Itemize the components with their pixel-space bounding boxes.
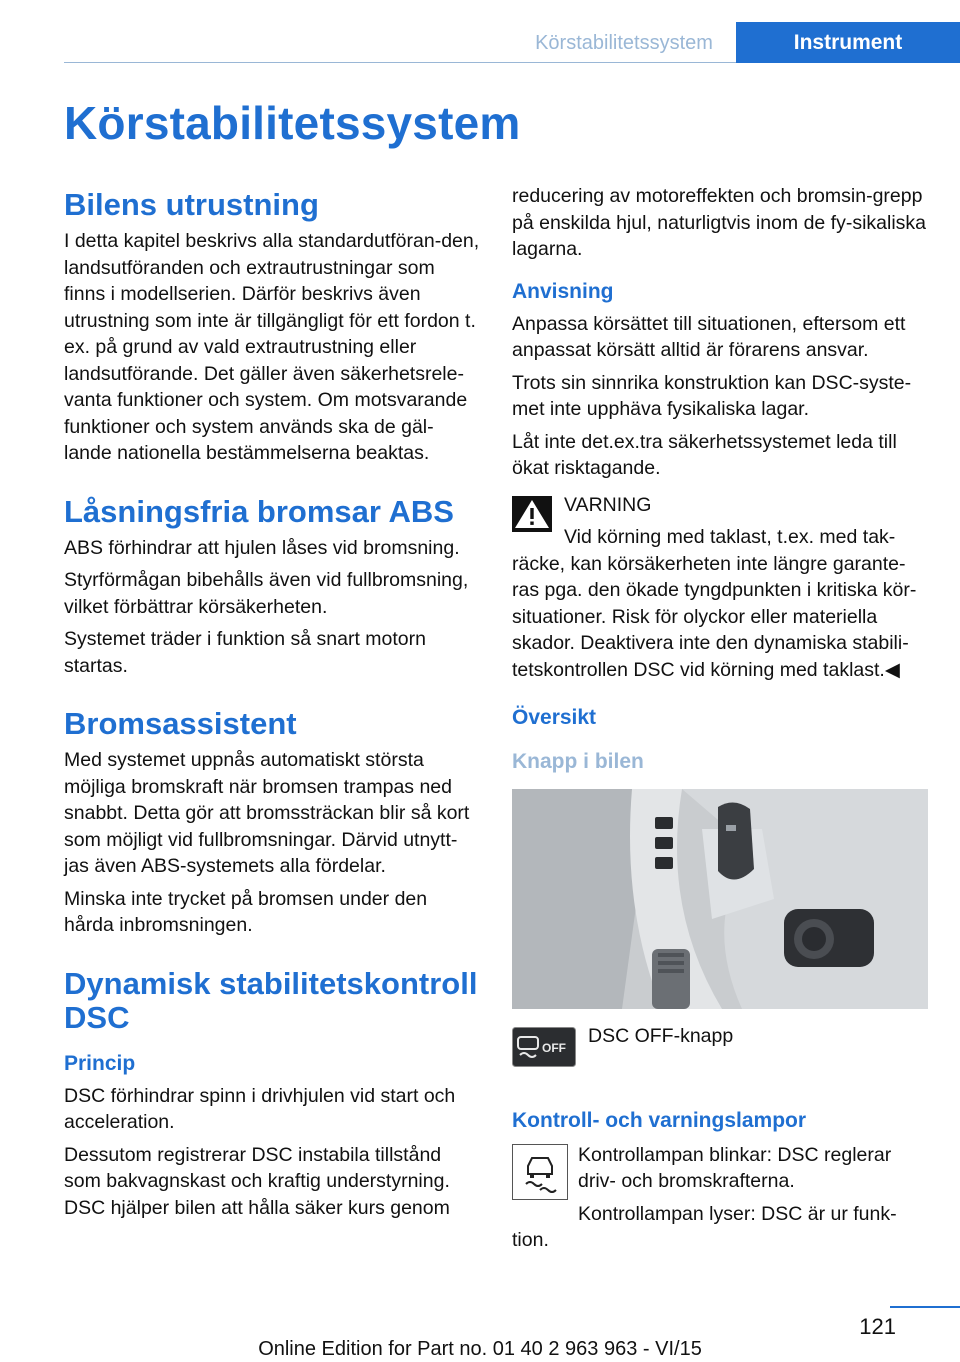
paragraph: Anpassa körsättet till situationen, eftersom ett anpassat körsätt alltid är förarens ansvar. <box>512 312 906 361</box>
paragraph: Systemet träder i funktion så snart motorn startas. <box>64 628 426 677</box>
lamp-block <box>512 1142 928 1254</box>
page-number: 121 <box>859 1314 896 1339</box>
warning-triangle-icon <box>512 496 552 532</box>
paragraph: ABS förhindrar att hjulen låses vid bromsning. <box>64 536 460 559</box>
lamp-text-blinking: Kontrollampan blinkar: DSC reglerar driv- och bromskrafterna. <box>578 1143 892 1192</box>
warning-text: Vid körning med taklast, t.ex. med tak-räcke, kan körsäkerheten inte längre garante-ras pga. den ökade tyngdpunkten i kritiska kör-situationer. Risk för olyckor eller materiella skador. Deaktivera inte den dynamiska stabili-tetskontrollen DSC vid körning med taklast.◀ <box>512 526 917 681</box>
header-section-title: Körstabilitetssystem <box>535 32 713 54</box>
page-title: Körstabilitetssystem <box>64 97 521 149</box>
dsc-off-icon-text: OFF <box>542 1041 566 1055</box>
lamp-text-on: Kontrollampan lyser: DSC är ur funk-tion. <box>512 1202 897 1251</box>
subheading-oversikt: Översikt <box>512 706 597 729</box>
dsc-indicator-lamp-icon <box>512 1144 568 1200</box>
warning-block <box>512 492 928 684</box>
dsc-off-button-icon <box>512 1027 576 1067</box>
paragraph: Minska inte trycket på bromsen under den hårda inbromsningen. <box>64 887 428 936</box>
paragraph: Trots sin sinnrika konstruktion kan DSC-syste-met inte upphäva fysikaliska lagar. <box>512 371 912 420</box>
heading-bilens-utrustning: Bilens utrustning <box>64 187 319 222</box>
subheading-anvisning: Anvisning <box>512 279 614 303</box>
header-chapter-tab: Instrument <box>736 22 960 63</box>
subheading-princip: Princip <box>64 1051 136 1075</box>
footer-rule <box>890 1306 960 1308</box>
footer-edition: Online Edition for Part no. 01 40 2 963 963 - VI/15 <box>258 1338 702 1360</box>
paragraph: DSC förhindrar spinn i drivhjulen vid start och acceleration. <box>64 1084 456 1133</box>
heading-abs: Låsningsfria bromsar ABS <box>64 493 454 529</box>
dsc-button-row <box>512 1023 928 1086</box>
dsc-button-label: DSC OFF-knapp <box>588 1025 734 1047</box>
paragraph: Dessutom registrerar DSC instabila tillstånd som bakvagnskast och kraftig understyrning. DSC hjälper bilen att hålla säker kurs genom <box>64 1143 450 1219</box>
paragraph: Styrförmågan bibehålls även vid fullbromsning, vilket förbättrar körsäkerheten. <box>64 569 469 618</box>
subheading-kontroll-och-varningslampor: Kontroll- och varningslampor <box>512 1108 807 1132</box>
warning-label: VARNING <box>564 493 652 516</box>
paragraph: Låt inte det.ex.tra säkerhetssystemet leda till ökat risktagande. <box>512 430 897 479</box>
paragraph: reducering av motoreffekten och bromsin-grepp på enskilda hjul, naturligtvis inom de fy-sikaliska lagarna. <box>512 185 927 260</box>
heading-bromsassistent: Bromsassistent <box>64 706 297 741</box>
right-column <box>512 183 928 1260</box>
left-column <box>64 180 480 1227</box>
paragraph: Med systemet uppnås automatiskt största möjliga bromskraft när bromsen trampas ned snabbt. Detta gör att bromssträckan blir så kort som möjligt vid fullbromsningar. Därvid utnytt-jas även ABS-systemets alla fördelar. <box>64 749 470 877</box>
heading-dsc: Dynamisk stabilitetskontroll DSC <box>64 965 478 1035</box>
subheading-knapp-i-bilen: Knapp i bilen <box>512 750 644 773</box>
car-console-photo <box>512 789 928 1009</box>
paragraph: I detta kapitel beskrivs alla standardutföran-den, landsutföranden och extrautrustningar som finns i modellserien. Därför beskrivs även utrustning som inte är tillgängligt för ett fordon t. ex. på grund av vald extrautrustning eller landsutförande. Det gäller även säkerhetsrele-vanta funktioner och system. Om motsvarande funktioner och system används ska de gäl-lande nationella bestämmelserna beaktas. <box>64 230 480 464</box>
